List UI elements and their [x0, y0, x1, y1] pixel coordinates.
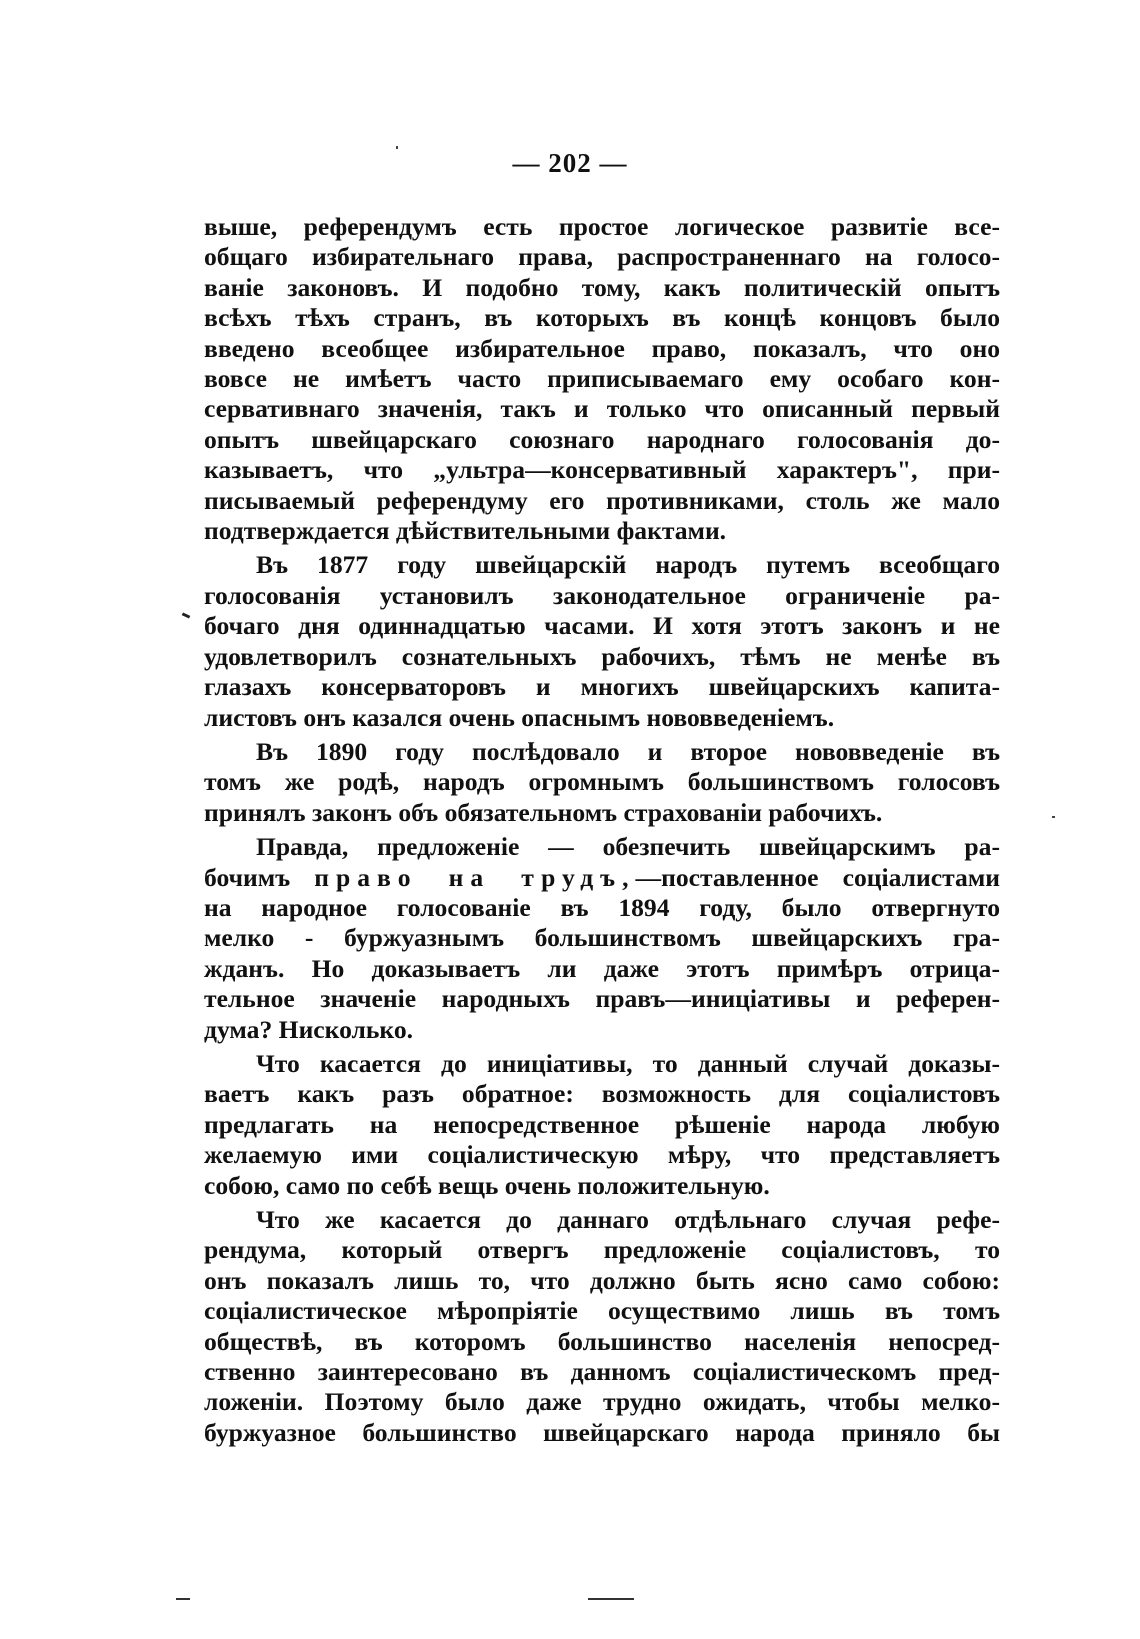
- text-line: буржуазное большинство швейцарскаго народа приняло бы: [204, 1417, 1000, 1447]
- text-line: желаемую ими соціалистическую мѣру, что представляетъ: [204, 1140, 1000, 1170]
- text-line: удовлетворилъ сознательныхъ рабочихъ, тѣмъ не менѣе въ: [204, 641, 1000, 671]
- text-line: на народное голосованіе въ 1894 году, было отвергнуто: [204, 892, 1000, 922]
- text-line: общаго избирательнаго права, распространеннаго на голосо-: [204, 242, 1000, 272]
- text-line: бочаго дня одиннадцатью часами. И хотя этотъ законъ и не: [204, 611, 1000, 641]
- text-line: введено всеобщее избирательное право, показалъ, что оно: [204, 333, 1000, 363]
- scan-speck: [182, 612, 191, 618]
- text-line: ложеніи. Поэтому было даже трудно ожидать, чтобы мелко-: [204, 1387, 1000, 1417]
- text-line: глазахъ консерваторовъ и многихъ швейцарскихъ капита-: [204, 672, 1000, 702]
- text-line: мелко - буржуазнымъ большинствомъ швейцарскихъ гра-: [204, 923, 1000, 953]
- text-line: опытъ швейцарскаго союзнаго народнаго голосованія до-: [204, 424, 1000, 454]
- text-line: ственно заинтересовано въ данномъ соціалистическомъ пред-: [204, 1357, 1000, 1387]
- text-line: всѣхъ тѣхъ странъ, въ которыхъ въ концѣ концовъ было: [204, 303, 1000, 333]
- text-line: писываемый референдуму его противниками, столь же мало: [204, 485, 1000, 515]
- text-line: собою, само по себѣ вещь очень положительную.: [204, 1170, 770, 1200]
- text-line: дума? Нисколько.: [204, 1014, 414, 1044]
- footer-rule: [588, 1598, 634, 1600]
- text-line: Правда, предложеніе — обезпечить швейцарскимъ ра-: [256, 832, 1000, 862]
- text-line: предлагать на непосредственное рѣшеніе народа любую: [204, 1109, 1000, 1139]
- spaced-emphasis: право на трудъ,: [314, 862, 636, 892]
- text-line: онъ показалъ лишь то, что должно быть ясно само собою:: [204, 1265, 1000, 1295]
- text-line: рендума, который отвергъ предложеніе соціалистовъ, то: [204, 1235, 1000, 1265]
- text-line: тельное значеніе народныхъ правъ—иниціативы и референ-: [204, 984, 1000, 1014]
- text-line: обществѣ, въ которомъ большинство населенія непосред-: [204, 1326, 1000, 1356]
- text-line: казываетъ, что „ультра—консервативный характеръ", при-: [204, 455, 1000, 485]
- text-line: томъ же родѣ, народъ огромнымъ большинствомъ голосовъ: [204, 767, 1000, 797]
- scan-speck: [1052, 816, 1055, 818]
- text-line: сервативнаго значенія, такъ и только что описанный первый: [204, 394, 1000, 424]
- text-segment: —поставленное соціалистами: [635, 862, 1001, 892]
- text-line: ваніе законовъ. И подобно тому, какъ политическій опытъ: [204, 272, 1000, 302]
- text-segment: бочимъ: [204, 862, 291, 892]
- text-line: голосованія установилъ законодательное ограниченіе ра-: [204, 580, 1000, 610]
- text-line: принялъ законъ объ обязательномъ страхованіи рабочихъ.: [204, 797, 883, 827]
- text-line: выше, референдумъ есть простое логическое развитіе все-: [204, 212, 1000, 241]
- footer-rule: [176, 1598, 190, 1600]
- text-line: Что же касается до даннаго отдѣльнаго случая рефе-: [256, 1205, 1000, 1234]
- text-line: жданъ. Но доказываетъ ли даже этотъ примѣръ отрица-: [204, 953, 1000, 983]
- text-line: листовъ онъ казался очень опаснымъ нововведеніемъ.: [204, 702, 835, 732]
- text-line: [204, 863, 1000, 893]
- text-line: Что касается до иниціативы, то данный случай доказы-: [256, 1048, 1000, 1078]
- text-line: соціалистическое мѣропріятіе осуществимо лишь въ томъ: [204, 1296, 1000, 1326]
- page-number: — 202 —: [512, 148, 628, 178]
- text-line: ваетъ какъ разъ обратное: возможность для соціалистовъ: [204, 1079, 1000, 1109]
- text-line: Въ 1877 году швейцарскій народъ путемъ всеобщаго: [256, 550, 1000, 580]
- text-line: вовсе не имѣетъ часто приписываемаго ему особаго кон-: [204, 364, 1000, 394]
- text-line: подтверждается дѣйствительными фактами.: [204, 516, 727, 546]
- text-line: Въ 1890 году послѣдовало и второе нововведеніе въ: [256, 736, 1000, 766]
- body-text: [204, 212, 1000, 1448]
